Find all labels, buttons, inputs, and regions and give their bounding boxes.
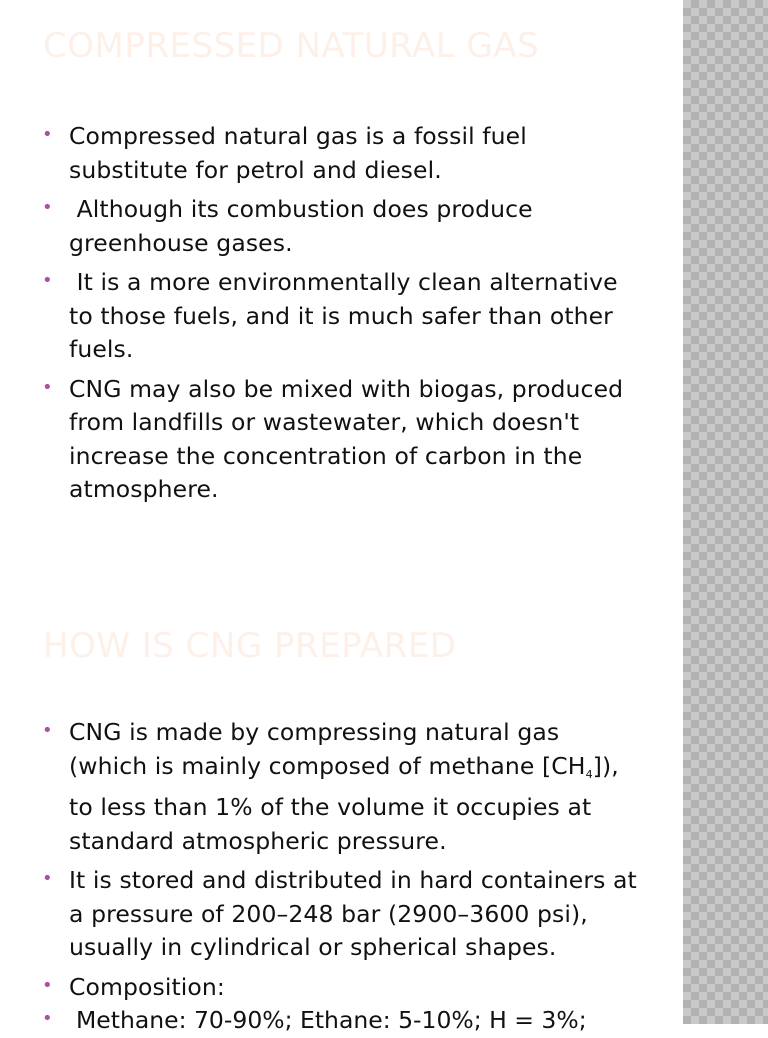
bullet-icon: • [42, 270, 53, 291]
slide-title: HOW IS CNG PREPARED [43, 626, 457, 666]
list-item [0, 373, 640, 507]
bullet-text: Methane: 70-90%; Ethane: 5-10%; H = 3%; [76, 1006, 587, 1034]
subscript: 4 [585, 767, 593, 781]
bullet-list [0, 120, 640, 513]
slide-compressed-natural-gas [0, 0, 683, 560]
bullet-text: CNG may also be mixed with biogas, produced from landfills or wastewater, which doesn't increase the concentration of carbon in the atmosphere. [69, 374, 624, 503]
bullet-icon: • [42, 376, 53, 398]
bullet-text: Compressed natural gas is a fossil fuel substitute for petrol and diesel. [69, 122, 527, 184]
bullet-text: Although its combustion does produce greenhouse gases. [69, 195, 541, 257]
list-item [0, 864, 640, 965]
bullet-icon: • [42, 124, 53, 145]
list-item [0, 193, 640, 260]
bullet-text: It is stored and distributed in hard containers at a pressure of 200–248 bar (2900–3600 psi), usually in cylindrical or spherical shapes. [69, 866, 637, 961]
bullet-icon: • [42, 720, 53, 741]
bullet-text-part2: ]), to less than 1% of the volume it occupies at standard atmospheric pressure. [69, 751, 619, 855]
list-item [0, 716, 640, 858]
bullet-text: Composition: [69, 972, 225, 1001]
bullet-text-part1: CNG is made by compressing natural gas (which is mainly composed of methane [CH [69, 718, 586, 780]
bullet-icon: • [42, 197, 53, 218]
bullet-icon: • [42, 974, 53, 996]
list-item [0, 266, 640, 367]
bullet-icon: • [42, 1008, 53, 1029]
side-pattern-panel [683, 0, 768, 1024]
slide-how-is-cng-prepared [0, 600, 683, 1034]
list-item [0, 120, 640, 187]
bullet-list [0, 716, 640, 1010]
bullet-text: It is a more environmentally clean alternative to those fuels, and it is much safer than other fuels. [69, 268, 626, 363]
list-item [0, 971, 640, 1005]
slide-title: COMPRESSED NATURAL GAS [43, 26, 540, 66]
bullet-icon: • [42, 868, 53, 889]
